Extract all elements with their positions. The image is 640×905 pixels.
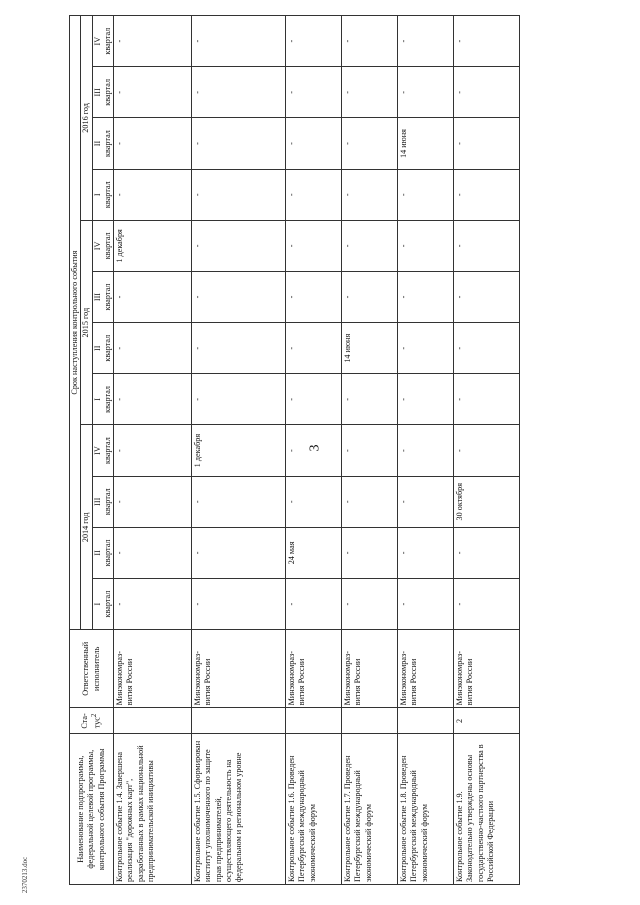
deadline-cell: - — [398, 476, 454, 527]
header-executor-col: Ответственный исполнитель — [70, 630, 114, 708]
event-name: Контрольное событие 1.8. Проведен Петербургский международный экономический форум — [398, 734, 454, 885]
table-frame — [69, 15, 629, 885]
footer-text: 2370213.doc — [21, 856, 29, 894]
quarter-word: квартал — [102, 283, 112, 311]
event-status — [286, 708, 342, 734]
deadline-cell: - — [454, 220, 520, 271]
rotated-table-container — [69, 15, 629, 885]
event-name: Контрольное событие 1.5. Сформирован институт уполномоченного по защите прав предпринимателей, осуществляющего деятельность на федеральном и региональном уровне — [192, 734, 286, 885]
deadline-cell: - — [286, 67, 342, 118]
deadline-cell: - — [398, 220, 454, 271]
deadline-cell: - — [342, 16, 398, 67]
table-row — [342, 16, 398, 885]
table-row — [286, 16, 342, 885]
deadline-cell: - — [454, 16, 520, 67]
table-body — [114, 16, 520, 885]
quarter-word: квартал — [102, 181, 112, 209]
header-name-col: Наименование подпрограммы, федеральной целевой программы, контрольного события Программы — [70, 734, 114, 885]
deadline-cell: - — [286, 169, 342, 220]
header-quarter — [92, 118, 114, 169]
deadline-cell: - — [114, 169, 192, 220]
deadline-cell: - — [286, 118, 342, 169]
quarter-numeral: IV — [92, 241, 102, 251]
deadline-cell: - — [114, 476, 192, 527]
quarter-word: квартал — [102, 78, 112, 106]
deadline-cell: - — [454, 374, 520, 425]
quarter-numeral: II — [92, 550, 102, 556]
deadline-cell: 14 июня — [398, 118, 454, 169]
deadline-cell: - — [286, 220, 342, 271]
table-row — [398, 16, 454, 885]
header-quarter — [92, 374, 114, 425]
quarter-word: квартал — [102, 385, 112, 413]
deadline-cell: - — [192, 476, 286, 527]
deadline-cell: - — [192, 323, 286, 374]
event-status — [342, 708, 398, 734]
header-quarter — [92, 169, 114, 220]
deadline-cell: - — [286, 271, 342, 322]
event-name: Контрольное событие 1.6. Проведен Петербургский международный экономический форум — [286, 734, 342, 885]
event-executor: Минэкономраз-вития России — [286, 630, 342, 708]
header-year-2016: 2016 год — [81, 16, 92, 221]
deadline-cell: - — [454, 527, 520, 578]
event-status — [192, 708, 286, 734]
event-executor: Минэкономраз-вития России — [342, 630, 398, 708]
quarter-word: квартал — [102, 232, 112, 260]
event-name: Контрольное событие 1.7. Проведен Петербургский международный экономический форум — [342, 734, 398, 885]
quarter-numeral: IV — [92, 36, 102, 46]
deadline-cell: - — [342, 476, 398, 527]
deadline-cell: - — [342, 425, 398, 476]
table-row — [192, 16, 286, 885]
deadline-cell: - — [398, 16, 454, 67]
quarter-word: квартал — [102, 334, 112, 362]
deadline-cell: 1 декабря — [114, 220, 192, 271]
deadline-cell: - — [192, 169, 286, 220]
header-quarter — [92, 67, 114, 118]
deadline-cell: - — [342, 118, 398, 169]
deadline-cell: - — [286, 323, 342, 374]
deadline-cell: - — [114, 579, 192, 630]
deadline-cell: - — [192, 374, 286, 425]
deadline-cell: - — [398, 425, 454, 476]
event-executor: Минэкономраз-вития России — [192, 630, 286, 708]
deadline-cell: - — [454, 579, 520, 630]
event-name: Контрольное событие 1.4. Завершена реализация "дорожных карт", разработанных в рамках национальной предпринимательской инициативы — [114, 734, 192, 885]
quarter-word: квартал — [102, 539, 112, 567]
deadline-cell: - — [114, 118, 192, 169]
deadline-cell: - — [286, 425, 342, 476]
deadline-cell: - — [114, 271, 192, 322]
header-status-col — [70, 708, 114, 734]
deadline-cell: - — [454, 271, 520, 322]
deadline-cell: - — [398, 67, 454, 118]
event-status: 2 — [454, 708, 520, 734]
header-quarter — [92, 527, 114, 578]
quarter-numeral: III — [92, 88, 102, 97]
event-executor: Минэкономраз-вития России — [114, 630, 192, 708]
deadline-cell: - — [398, 527, 454, 578]
footer-doc-id — [10, 855, 40, 895]
deadline-cell: - — [454, 425, 520, 476]
deadline-cell: - — [454, 323, 520, 374]
deadline-cell: 24 мая — [286, 527, 342, 578]
event-status — [398, 708, 454, 734]
deadline-cell: - — [286, 374, 342, 425]
deadline-cell: 30 октября — [454, 476, 520, 527]
deadline-cell: - — [342, 271, 398, 322]
deadline-cell: - — [192, 579, 286, 630]
deadline-cell: - — [398, 169, 454, 220]
deadline-cell: - — [454, 169, 520, 220]
deadline-cell: - — [192, 67, 286, 118]
deadline-cell: - — [192, 16, 286, 67]
deadline-cell: - — [342, 67, 398, 118]
header-year-2015: 2015 год — [81, 220, 92, 425]
deadline-cell: - — [454, 118, 520, 169]
table-row — [454, 16, 520, 885]
quarter-word: квартал — [102, 488, 112, 516]
quarter-numeral: II — [92, 345, 102, 351]
deadline-cell: - — [398, 271, 454, 322]
quarter-numeral: I — [92, 602, 102, 606]
deadline-cell: - — [286, 16, 342, 67]
page-number: 3 — [307, 444, 323, 452]
deadline-cell: - — [342, 527, 398, 578]
deadline-cell: - — [454, 67, 520, 118]
deadline-cell: - — [398, 323, 454, 374]
deadline-cell: - — [114, 67, 192, 118]
quarter-numeral: I — [92, 398, 102, 401]
quarter-numeral: III — [92, 497, 102, 506]
deadline-cell: - — [398, 374, 454, 425]
deadline-cell: - — [286, 476, 342, 527]
header-status-sup: 2 — [90, 713, 98, 718]
header-quarter — [92, 579, 114, 630]
deadline-cell: - — [342, 169, 398, 220]
deadline-cell: - — [114, 16, 192, 67]
quarter-word: квартал — [102, 590, 112, 618]
quarter-word: квартал — [102, 130, 112, 157]
deadline-cell: - — [114, 374, 192, 425]
deadline-cell: - — [192, 271, 286, 322]
table-row — [114, 16, 192, 885]
event-executor: Минэкономраз-вития России — [398, 630, 454, 708]
event-name: Контрольное событие 1.9. Законодательно утверждены основы государственно-частного партнерства в Российской Федерации — [454, 734, 520, 885]
quarter-word: квартал — [102, 27, 112, 55]
header-quarter — [92, 323, 114, 374]
event-executor: Минэкономраз-вития России — [454, 630, 520, 708]
deadline-cell: - — [342, 374, 398, 425]
deadline-cell: - — [192, 118, 286, 169]
header-quarter — [92, 476, 114, 527]
deadline-cell: - — [342, 579, 398, 630]
deadline-cell: - — [114, 425, 192, 476]
header-quarter — [92, 425, 114, 476]
deadline-cell: - — [114, 527, 192, 578]
deadline-cell: - — [114, 323, 192, 374]
deadline-cell: 1 декабря — [192, 425, 286, 476]
quarter-numeral: III — [92, 292, 102, 302]
quarter-numeral: I — [92, 193, 102, 197]
header-quarter — [92, 271, 114, 322]
deadline-cell: - — [286, 579, 342, 630]
quarter-numeral: II — [92, 140, 102, 147]
header-quarter — [92, 220, 114, 271]
event-status — [114, 708, 192, 734]
deadline-cell: - — [342, 220, 398, 271]
deadline-cell: - — [192, 220, 286, 271]
control-events-table — [69, 15, 520, 885]
header-status-text: Ста-тус — [80, 713, 102, 729]
quarter-numeral: IV — [92, 446, 102, 455]
deadline-cell: - — [192, 527, 286, 578]
quarter-word: квартал — [102, 437, 112, 464]
deadline-cell: 14 июня — [342, 323, 398, 374]
header-deadline-group: Срок наступления контрольного события — [70, 16, 81, 630]
header-quarter — [92, 16, 114, 67]
header-year-2014: 2014 год — [81, 425, 92, 630]
deadline-cell: - — [398, 579, 454, 630]
